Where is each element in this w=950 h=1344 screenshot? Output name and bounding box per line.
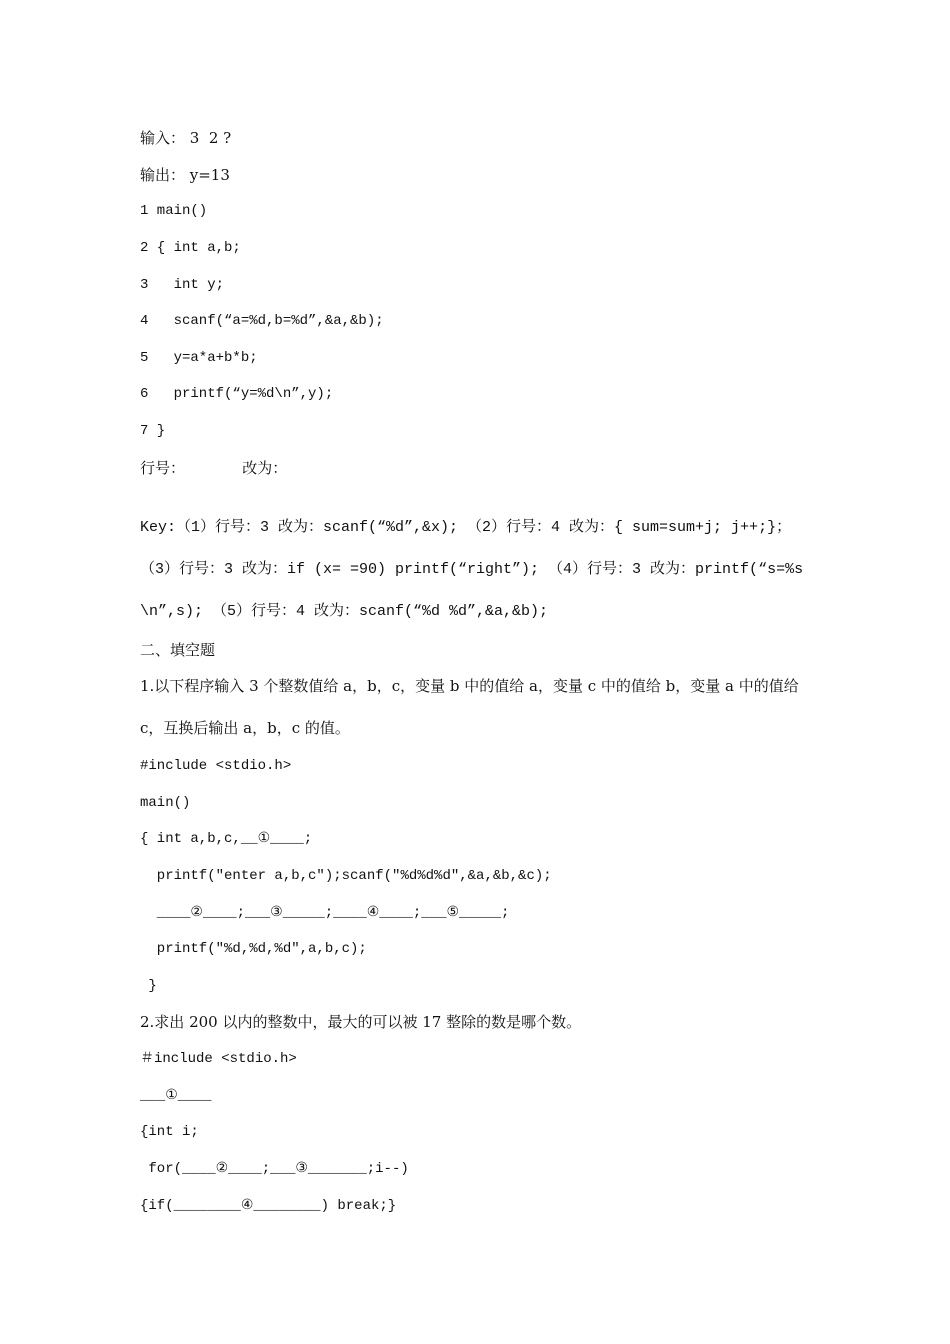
answer-key: Key:（1）行号：3 改为：scanf(“%d”,&x); （2）行号：4 改为：{ sum=sum+j; j++;}； （3）行号：3 改为：if (x= =90) printf(“right”); （4）行号：3 改为：printf(“s=%s\n”,s); （5）行号：4 改为：scanf(“%d %d”,&a,&b); [140, 519, 804, 620]
code-line: 7 } [140, 423, 166, 439]
code-line: ___①____ [140, 1088, 212, 1104]
code-line: main() [140, 795, 191, 811]
code-line: ＃include <stdio.h> [140, 1051, 297, 1067]
question-2-prompt: 2.求出 200 以内的整数中，最大的可以被 17 整除的数是哪个数。 [140, 1013, 582, 1031]
section-title: 二、填空题 [140, 641, 216, 659]
code-line: #include <stdio.h> [140, 758, 292, 774]
code-line: printf("enter a,b,c");scanf("%d%d%d",&a,&b,&c); [140, 868, 552, 884]
code-line: {int i; [140, 1124, 199, 1140]
code-line: 5 y=a*a+b*b; [140, 350, 258, 366]
code-line: } [140, 978, 157, 994]
code-line: 2 { int a,b; [140, 240, 241, 256]
code-line: 1 main() [140, 203, 208, 219]
code-line: printf("%d,%d,%d",a,b,c); [140, 941, 367, 957]
code-line: ____②____;___③_____;____④____;___⑤_____; [140, 905, 510, 921]
input-line: 输入： 3 2 ? [140, 129, 232, 147]
answer-line: 行号： 改为： [140, 459, 288, 477]
code-line: {if(________④________) break;} [140, 1198, 397, 1214]
code-line: 6 printf(“y=%d\n”,y); [140, 386, 334, 402]
code-line: 3 int y; [140, 277, 225, 293]
code-line: { int a,b,c,__①____; [140, 831, 313, 847]
question-1-prompt: 1.以下程序输入 3 个整数值给 a，b，c，变量 b 中的值给 a，变量 c 中的值给 b，变量 a 中的值给 c，互换后输出 a，b，c 的值。 [140, 677, 799, 737]
code-line: 4 scanf(“a=%d,b=%d”,&a,&b); [140, 313, 384, 329]
code-line: for(____②____;___③_______;i--) [140, 1161, 409, 1177]
output-line: 输出： y=13 [140, 166, 230, 184]
